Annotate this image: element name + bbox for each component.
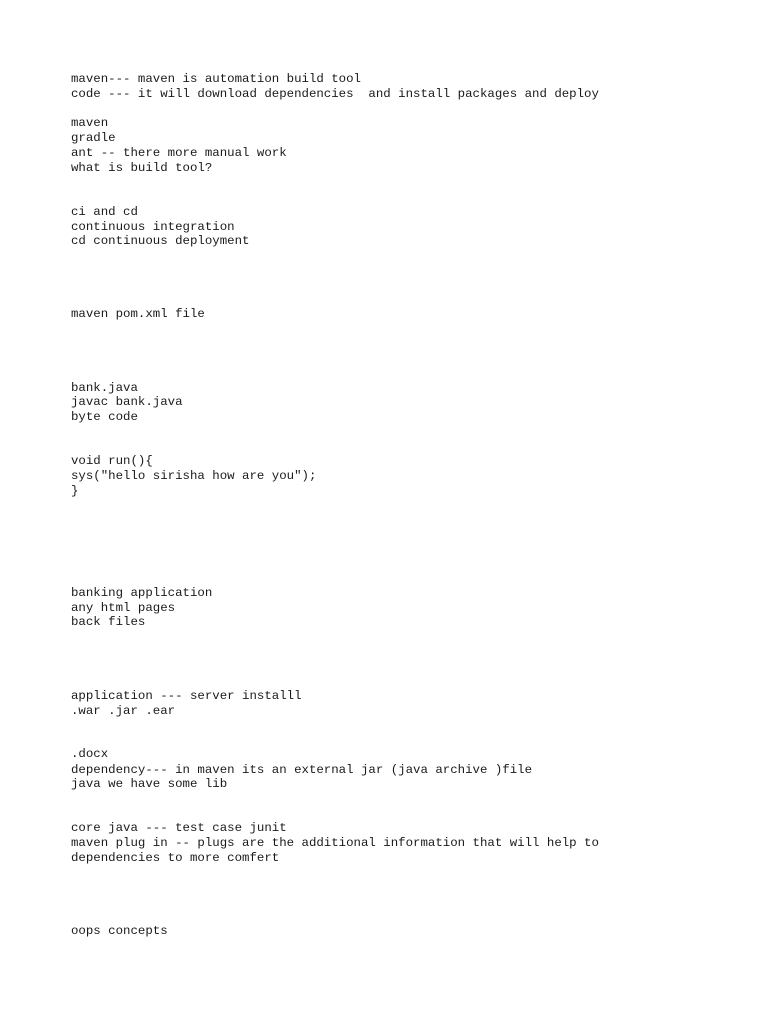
text-line: }: [71, 484, 79, 498]
text-line: ci and cd: [71, 205, 138, 219]
text-line: sys("hello sirisha how are you");: [71, 469, 317, 483]
text-line: any html pages: [71, 601, 176, 615]
text-line: banking application: [71, 586, 213, 600]
text-line: cd continuous deployment: [71, 234, 250, 248]
text-line: oops concepts: [71, 924, 168, 938]
text-line: void run(){: [71, 454, 153, 468]
text-line: maven plug in -- plugs are the additional information that will help to: [71, 836, 599, 850]
text-line: code --- it will download dependencies and install packages and deploy: [71, 87, 599, 101]
text-line: maven: [71, 116, 109, 130]
text-line: core java --- test case junit: [71, 821, 287, 835]
text-line: javac bank.java: [71, 395, 183, 409]
text-line: maven pom.xml file: [71, 307, 205, 321]
text-line: back files: [71, 615, 146, 629]
text-line: bank.java: [71, 381, 138, 395]
text-line: maven--- maven is automation build tool: [71, 72, 361, 86]
text-line: what is build tool?: [71, 161, 213, 175]
text-line: ant -- there more manual work: [71, 146, 287, 160]
text-line: .war .jar .ear: [71, 704, 176, 718]
text-line: dependency--- in maven its an external jar (java archive )file: [71, 763, 533, 777]
text-line: continuous integration: [71, 220, 235, 234]
text-line: byte code: [71, 410, 138, 424]
text-line: application --- server installl: [71, 689, 302, 703]
text-line: java we have some lib: [71, 777, 228, 791]
text-line: .docx: [71, 747, 109, 761]
text-line: gradle: [71, 131, 116, 145]
text-line: dependencies to more comfert: [71, 851, 280, 865]
